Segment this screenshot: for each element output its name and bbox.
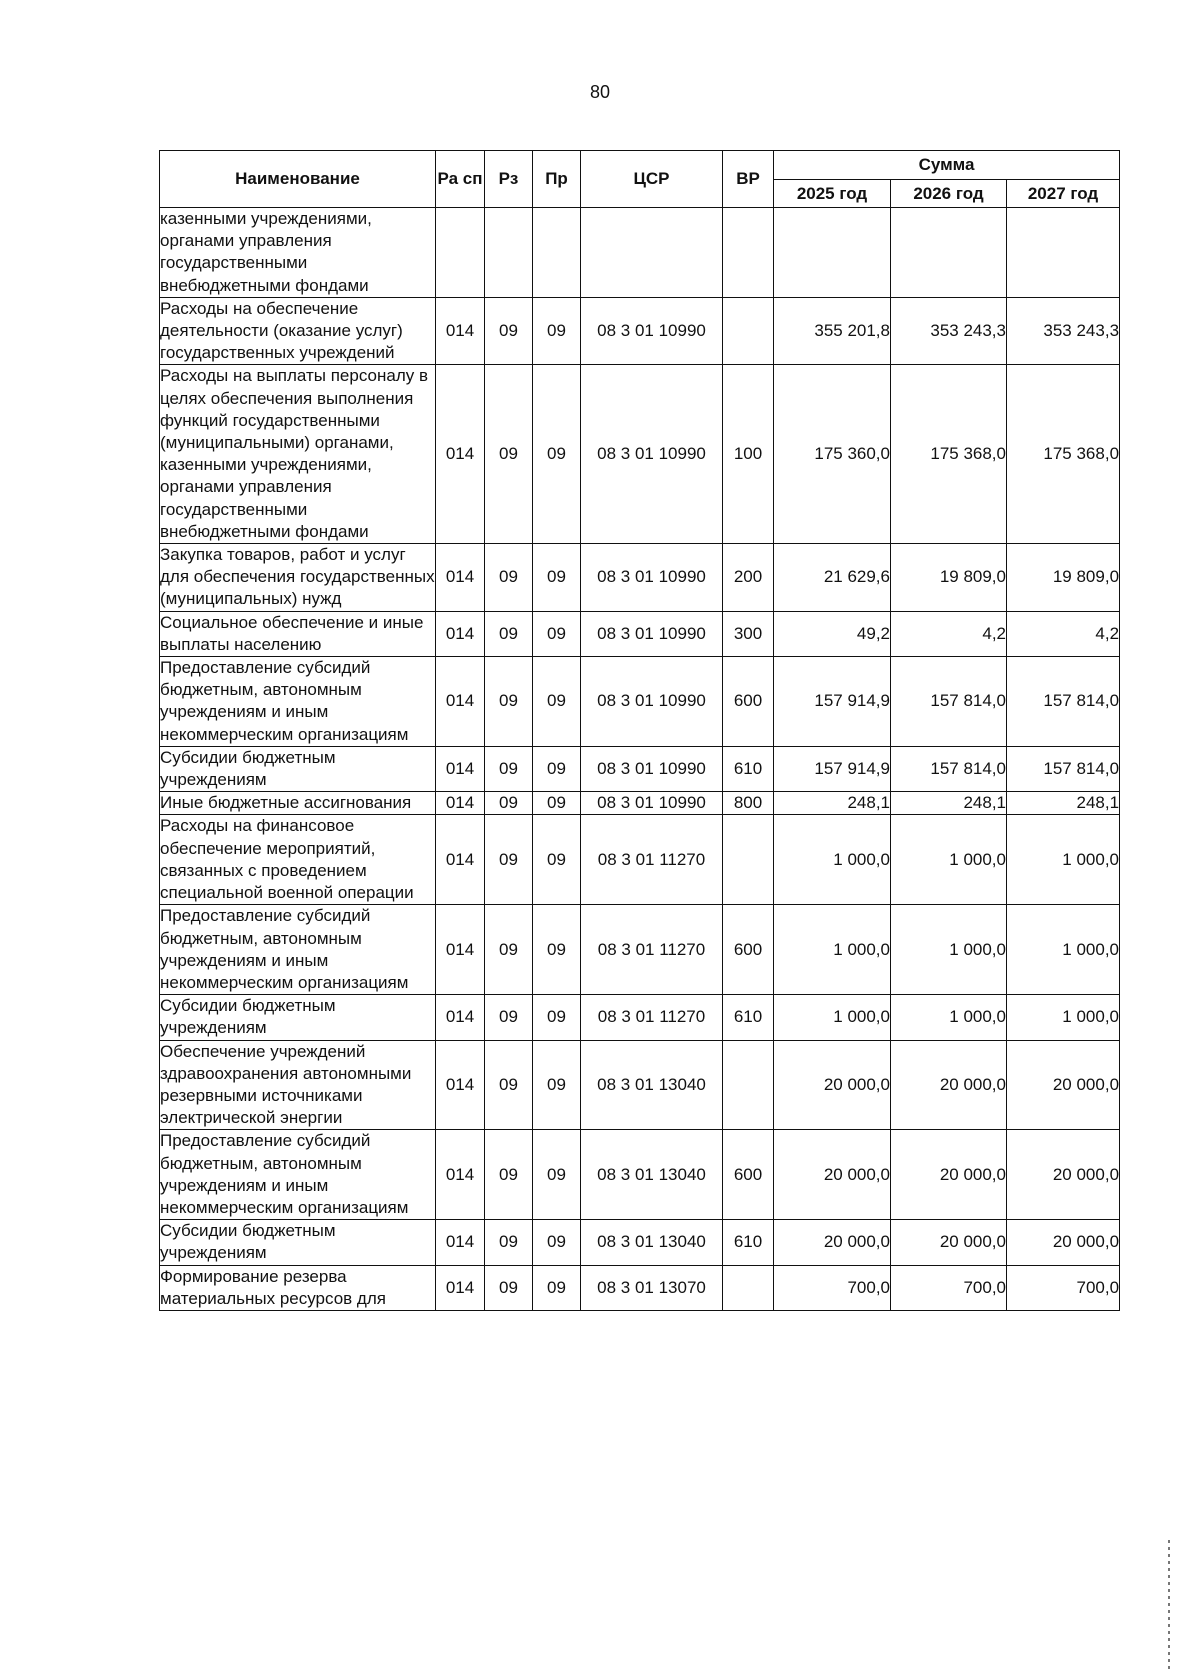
cell-name: Субсидии бюджетным учреждениям (160, 995, 436, 1040)
cell-pr: 09 (533, 1040, 581, 1130)
cell-csr: 08 3 01 10990 (581, 297, 723, 365)
header-pr: Пр (533, 151, 581, 208)
cell-pr: 09 (533, 995, 581, 1040)
cell-rz: 09 (485, 297, 533, 365)
header-csr: ЦСР (581, 151, 723, 208)
cell-amount-2027: 1 000,0 (1007, 815, 1120, 905)
cell-csr: 08 3 01 13070 (581, 1265, 723, 1310)
cell-csr: 08 3 01 11270 (581, 905, 723, 995)
cell-rz: 09 (485, 815, 533, 905)
cell-rasp: 014 (436, 995, 485, 1040)
cell-pr: 09 (533, 1220, 581, 1265)
cell-amount-2027: 4,2 (1007, 611, 1120, 656)
cell-amount-2027: 1 000,0 (1007, 905, 1120, 995)
cell-csr: 08 3 01 10990 (581, 365, 723, 544)
cell-amount-2027: 175 368,0 (1007, 365, 1120, 544)
cell-amount-2025: 20 000,0 (774, 1130, 891, 1220)
cell-amount-2025: 175 360,0 (774, 365, 891, 544)
cell-rz: 09 (485, 746, 533, 791)
cell-name: Обеспечение учреждений здравоохранения автономными резервными источниками электрической энергии (160, 1040, 436, 1130)
table-row (160, 815, 1120, 905)
cell-amount-2025: 700,0 (774, 1265, 891, 1310)
header-vr: ВР (723, 151, 774, 208)
cell-amount-2025: 21 629,6 (774, 544, 891, 612)
header-rasp: Ра сп (436, 151, 485, 208)
cell-vr: 600 (723, 905, 774, 995)
cell-rasp: 014 (436, 1220, 485, 1265)
table-row (160, 1220, 1120, 1265)
table-row (160, 208, 1120, 298)
table-row (160, 1265, 1120, 1310)
cell-pr: 09 (533, 905, 581, 995)
table-body (160, 208, 1120, 1311)
cell-vr: 100 (723, 365, 774, 544)
cell-rasp (436, 208, 485, 298)
cell-vr: 610 (723, 995, 774, 1040)
table-row (160, 792, 1120, 815)
cell-amount-2025 (774, 208, 891, 298)
cell-csr: 08 3 01 13040 (581, 1130, 723, 1220)
cell-rasp: 014 (436, 544, 485, 612)
table-row (160, 297, 1120, 365)
table-row (160, 905, 1120, 995)
cell-rasp: 014 (436, 1265, 485, 1310)
cell-amount-2026: 1 000,0 (891, 995, 1007, 1040)
cell-amount-2027: 353 243,3 (1007, 297, 1120, 365)
cell-vr: 600 (723, 657, 774, 747)
cell-vr: 300 (723, 611, 774, 656)
cell-amount-2027: 157 814,0 (1007, 657, 1120, 747)
cell-rasp: 014 (436, 746, 485, 791)
cell-name: Расходы на обеспечение деятельности (оказание услуг) государственных учреждений (160, 297, 436, 365)
cell-rasp: 014 (436, 792, 485, 815)
cell-amount-2027: 20 000,0 (1007, 1130, 1120, 1220)
cell-rasp: 014 (436, 1040, 485, 1130)
cell-pr: 09 (533, 1130, 581, 1220)
cell-amount-2026: 157 814,0 (891, 657, 1007, 747)
table-row (160, 1040, 1120, 1130)
cell-amount-2026 (891, 208, 1007, 298)
cell-amount-2027: 248,1 (1007, 792, 1120, 815)
table-row (160, 365, 1120, 544)
cell-name: Предоставление субсидий бюджетным, автономным учреждениям и иным некоммерческим организациям (160, 1130, 436, 1220)
cell-amount-2026: 353 243,3 (891, 297, 1007, 365)
cell-vr (723, 208, 774, 298)
cell-csr: 08 3 01 10990 (581, 611, 723, 656)
cell-vr: 610 (723, 1220, 774, 1265)
cell-rz: 09 (485, 1220, 533, 1265)
cell-amount-2026: 20 000,0 (891, 1130, 1007, 1220)
page-number: 80 (589, 82, 611, 102)
budget-table (159, 150, 1120, 1311)
cell-amount-2025: 1 000,0 (774, 905, 891, 995)
cell-rz: 09 (485, 995, 533, 1040)
cell-amount-2025: 1 000,0 (774, 995, 891, 1040)
cell-amount-2025: 20 000,0 (774, 1040, 891, 1130)
cell-vr (723, 297, 774, 365)
cell-name: Расходы на выплаты персоналу в целях обеспечения выполнения функций государственными (муниципальными) органами, казенными учреждениями, органами управления государственными внебюджетными фондами (160, 365, 436, 544)
cell-pr: 09 (533, 365, 581, 544)
table-header (160, 151, 1120, 208)
header-rz: Рз (485, 151, 533, 208)
cell-csr: 08 3 01 10990 (581, 544, 723, 612)
cell-vr (723, 815, 774, 905)
cell-name: Иные бюджетные ассигнования (160, 792, 436, 815)
cell-amount-2026: 175 368,0 (891, 365, 1007, 544)
cell-vr (723, 1040, 774, 1130)
cell-vr: 600 (723, 1130, 774, 1220)
cell-rz: 09 (485, 657, 533, 747)
header-year-2025: 2025 год (774, 180, 891, 208)
cell-amount-2026: 1 000,0 (891, 815, 1007, 905)
cell-csr: 08 3 01 11270 (581, 815, 723, 905)
cell-csr: 08 3 01 10990 (581, 746, 723, 791)
cell-pr: 09 (533, 297, 581, 365)
cell-rasp: 014 (436, 611, 485, 656)
cell-csr: 08 3 01 11270 (581, 995, 723, 1040)
scan-artifact (1168, 1540, 1170, 1670)
cell-name: Закупка товаров, работ и услуг для обеспечения государственных (муниципальных) нужд (160, 544, 436, 612)
header-sum: Сумма (774, 151, 1120, 180)
cell-amount-2027 (1007, 208, 1120, 298)
cell-rasp: 014 (436, 815, 485, 905)
cell-rz: 09 (485, 1265, 533, 1310)
cell-name: Предоставление субсидий бюджетным, автономным учреждениям и иным некоммерческим организациям (160, 657, 436, 747)
cell-name: казенными учреждениями, органами управления государственными внебюджетными фондами (160, 208, 436, 298)
cell-rasp: 014 (436, 905, 485, 995)
cell-vr: 610 (723, 746, 774, 791)
cell-rz: 09 (485, 1040, 533, 1130)
cell-amount-2027: 20 000,0 (1007, 1040, 1120, 1130)
cell-amount-2026: 20 000,0 (891, 1220, 1007, 1265)
cell-amount-2026: 20 000,0 (891, 1040, 1007, 1130)
cell-vr: 800 (723, 792, 774, 815)
cell-amount-2025: 20 000,0 (774, 1220, 891, 1265)
cell-amount-2025: 1 000,0 (774, 815, 891, 905)
cell-amount-2026: 157 814,0 (891, 746, 1007, 791)
cell-amount-2026: 1 000,0 (891, 905, 1007, 995)
cell-rz: 09 (485, 611, 533, 656)
cell-rasp: 014 (436, 297, 485, 365)
cell-rasp: 014 (436, 657, 485, 747)
header-name: Наименование (160, 151, 436, 208)
cell-csr: 08 3 01 13040 (581, 1040, 723, 1130)
cell-amount-2027: 19 809,0 (1007, 544, 1120, 612)
table-row (160, 544, 1120, 612)
cell-amount-2025: 248,1 (774, 792, 891, 815)
cell-rz (485, 208, 533, 298)
cell-name: Субсидии бюджетным учреждениям (160, 746, 436, 791)
cell-csr: 08 3 01 13040 (581, 1220, 723, 1265)
cell-pr: 09 (533, 544, 581, 612)
header-year-2026: 2026 год (891, 180, 1007, 208)
cell-amount-2025: 157 914,9 (774, 746, 891, 791)
cell-pr: 09 (533, 611, 581, 656)
cell-pr: 09 (533, 657, 581, 747)
table-row (160, 611, 1120, 656)
cell-amount-2027: 1 000,0 (1007, 995, 1120, 1040)
cell-amount-2027: 700,0 (1007, 1265, 1120, 1310)
cell-amount-2027: 20 000,0 (1007, 1220, 1120, 1265)
cell-amount-2026: 19 809,0 (891, 544, 1007, 612)
cell-pr (533, 208, 581, 298)
table-row (160, 746, 1120, 791)
cell-vr: 200 (723, 544, 774, 612)
cell-rz: 09 (485, 905, 533, 995)
cell-name: Субсидии бюджетным учреждениям (160, 1220, 436, 1265)
table-row (160, 1130, 1120, 1220)
cell-name: Предоставление субсидий бюджетным, автономным учреждениям и иным некоммерческим организациям (160, 905, 436, 995)
cell-amount-2025: 49,2 (774, 611, 891, 656)
cell-vr (723, 1265, 774, 1310)
cell-name: Социальное обеспечение и иные выплаты населению (160, 611, 436, 656)
cell-rasp: 014 (436, 365, 485, 544)
table-row (160, 995, 1120, 1040)
cell-rz: 09 (485, 365, 533, 544)
cell-rz: 09 (485, 544, 533, 612)
cell-amount-2026: 4,2 (891, 611, 1007, 656)
cell-name: Формирование резерва материальных ресурсов для (160, 1265, 436, 1310)
cell-rz: 09 (485, 1130, 533, 1220)
cell-name: Расходы на финансовое обеспечение мероприятий, связанных с проведением специальной военной операции (160, 815, 436, 905)
cell-rasp: 014 (436, 1130, 485, 1220)
cell-pr: 09 (533, 1265, 581, 1310)
cell-csr: 08 3 01 10990 (581, 792, 723, 815)
cell-amount-2027: 157 814,0 (1007, 746, 1120, 791)
cell-rz: 09 (485, 792, 533, 815)
cell-pr: 09 (533, 746, 581, 791)
cell-amount-2026: 248,1 (891, 792, 1007, 815)
cell-csr: 08 3 01 10990 (581, 657, 723, 747)
header-year-2027: 2027 год (1007, 180, 1120, 208)
cell-pr: 09 (533, 792, 581, 815)
cell-amount-2026: 700,0 (891, 1265, 1007, 1310)
cell-csr (581, 208, 723, 298)
cell-amount-2025: 355 201,8 (774, 297, 891, 365)
cell-amount-2025: 157 914,9 (774, 657, 891, 747)
table-row (160, 657, 1120, 747)
cell-pr: 09 (533, 815, 581, 905)
